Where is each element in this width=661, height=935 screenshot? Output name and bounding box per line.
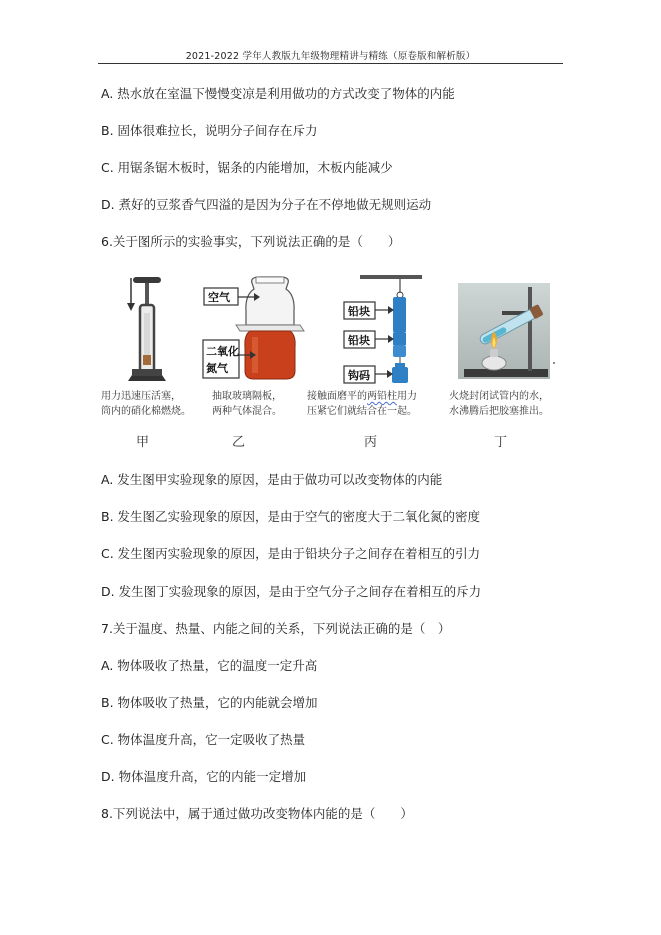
header-rule (98, 63, 563, 64)
caption-yi-line2: 两种气体混合。 (212, 406, 282, 417)
tag-air: 空气 (208, 291, 230, 304)
figure-ding-test-tube-photo (458, 283, 558, 383)
q7-option-a: A. 物体吸收了热量，它的温度一定升高 (101, 658, 318, 673)
tag-lead-block-1: 铅块 (348, 305, 370, 318)
caption-jia-line2: 筒内的硝化棉燃烧。 (101, 406, 191, 417)
q7-option-b: B. 物体吸收了热量，它的内能就会增加 (101, 695, 318, 710)
q6-stem: 6.关于图所示的实验事实，下列说法正确的是（ ） (101, 234, 401, 249)
q7-option-c: C. 物体温度升高，它一定吸收了热量 (101, 732, 306, 747)
q8-stem: 8.下列说法中，属于通过做功改变物体内能的是（ ） (101, 806, 413, 821)
q6-option-c: C. 发生图丙实验现象的原因，是由于铅块分子之间存在着相互的引力 (101, 546, 481, 561)
q7-stem: 7.关于温度、热量、内能之间的关系，下列说法正确的是（ ） (101, 621, 451, 636)
caption-jia-line1: 用力迅速压活塞， (101, 391, 181, 402)
q6-option-b: B. 发生图乙实验现象的原因，是由于空气的密度大于二氧化氮的密度 (101, 509, 481, 524)
caption-ding-line1: 火烧封闭试管内的水， (449, 391, 549, 402)
tag-gas-line2: 氮气 (206, 362, 228, 375)
caption-bing-line2: 压紧它们就结合在一起。 (307, 406, 417, 417)
figure-label-yi: 乙 (232, 435, 246, 450)
figure-bing-lead-cylinders (340, 275, 430, 387)
q5-option-d: D. 煮好的豆浆香气四溢的是因为分子在不停地做无规则运动 (101, 197, 432, 212)
caption-bing-line1: 接触面磨平的两铅柱用力 (307, 391, 417, 402)
figure-label-ding: 丁 (494, 435, 508, 450)
tag-hook-weight: 钩码 (348, 369, 370, 382)
tag-lead-block-2: 铅块 (348, 334, 370, 347)
figure-jia-compression-syringe (110, 275, 170, 390)
figure-label-jia: 甲 (136, 435, 150, 450)
q5-option-b: B. 固体很难拉长，说明分子间存在斥力 (101, 123, 318, 138)
figure-yi-gas-diffusion (200, 275, 305, 385)
tag-gas-line1: 二氧化 (206, 345, 239, 358)
q7-option-d: D. 物体温度升高，它的内能一定增加 (101, 769, 307, 784)
q5-option-c: C. 用锯条锯木板时，锯条的内能增加，木板内能减少 (101, 160, 393, 175)
q6-option-a: A. 发生图甲实验现象的原因，是由于做功可以改变物体的内能 (101, 472, 443, 487)
q6-option-d: D. 发生图丁实验现象的原因，是由于空气分子之间存在着相互的斥力 (101, 584, 482, 599)
caption-ding-line2: 水沸腾后把胶塞推出。 (449, 406, 549, 417)
page-header: 2021-2022 学年人教版九年级物理精讲与精练（原卷版和解析版） (185, 51, 476, 62)
caption-yi-line1: 抽取玻璃隔板， (212, 391, 282, 402)
q5-option-a: A. 热水放在室温下慢慢变凉是利用做功的方式改变了物体的内能 (101, 86, 455, 101)
figure-label-bing: 丙 (364, 435, 378, 450)
